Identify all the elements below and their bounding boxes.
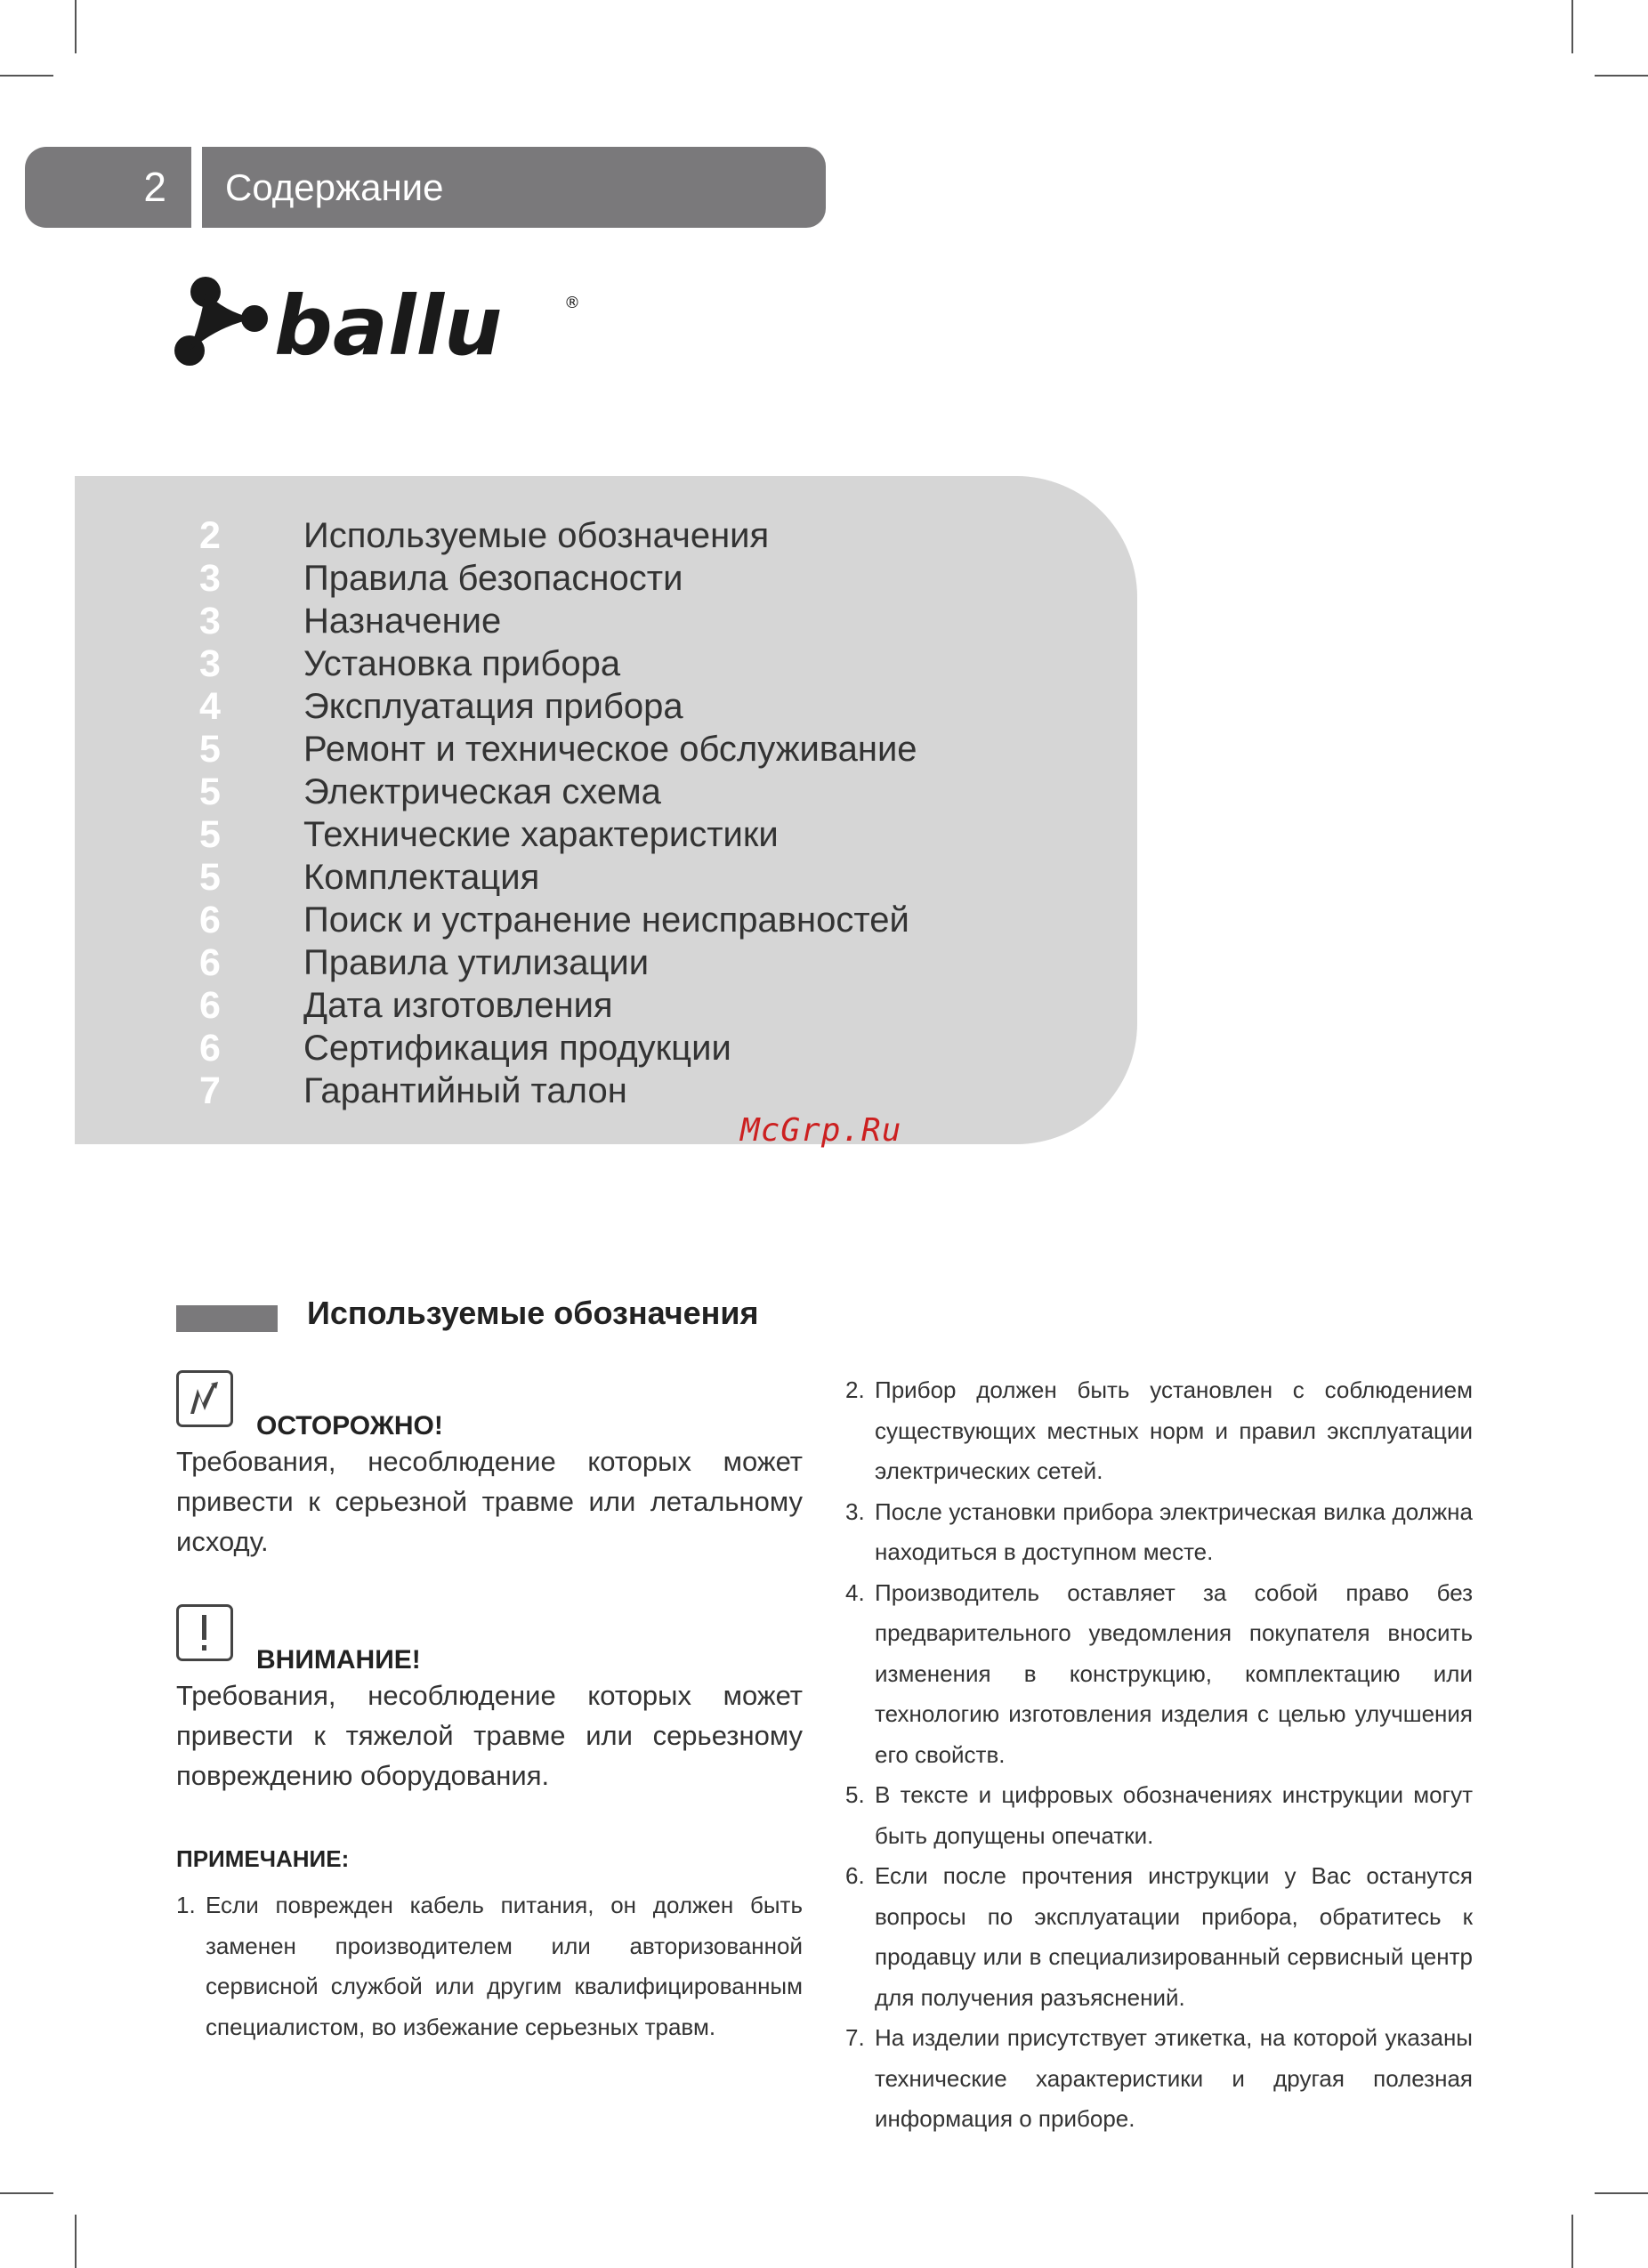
toc-entry-title: Ремонт и техническое обслуживание [303, 730, 917, 769]
section-marker [176, 1305, 278, 1332]
registered-mark: ® [564, 294, 580, 312]
toc-page-number: 3 [199, 642, 221, 685]
toc-entry-title: Установка прибора [303, 644, 621, 683]
toc-page-number: 5 [199, 771, 221, 813]
toc-row[interactable] [75, 899, 1054, 941]
toc-row[interactable] [75, 557, 1054, 600]
toc-page-number: 6 [199, 1027, 221, 1069]
list-item [845, 1370, 1473, 1492]
toc-row[interactable] [75, 600, 1054, 642]
toc-row[interactable] [75, 856, 1054, 899]
left-column [176, 1370, 803, 2047]
note-number: 3. [845, 1497, 865, 1525]
attention-heading [176, 1604, 803, 1675]
crop-mark [1571, 2215, 1573, 2268]
note-list-left [176, 1885, 803, 2047]
toc-entry-title: Гарантийный талон [303, 1071, 627, 1110]
logo-symbol-icon [174, 277, 268, 366]
attention-text: Требования, несоблюдение которых может привести к тяжелой травме или серьезному повреждению оборудования. [176, 1680, 803, 1791]
caution-heading [176, 1370, 803, 1441]
toc-page-number: 5 [199, 813, 221, 856]
toc-entry-title: Назначение [303, 601, 502, 641]
toc-entry-title: Сертификация продукции [303, 1029, 731, 1068]
list-item [845, 2018, 1473, 2140]
page-number: 2 [25, 147, 191, 228]
crop-mark [75, 2215, 77, 2268]
toc-entry-title: Дата изготовления [303, 986, 613, 1025]
toc-page-number: 4 [199, 685, 221, 728]
crop-mark [75, 0, 77, 53]
toc-entry-title: Используемые обозначения [303, 516, 770, 555]
note-text: В тексте и цифровых обозначениях инструкции могут быть допущены опечатки. [875, 1781, 1473, 1849]
list-item [845, 1492, 1473, 1573]
toc-entry-title: Поиск и устранение неисправностей [303, 900, 909, 940]
toc-row[interactable] [75, 728, 1054, 771]
crop-mark [0, 2192, 53, 2194]
toc-page-number: 7 [199, 1069, 221, 1112]
toc-row[interactable] [75, 984, 1054, 1027]
toc-row[interactable] [75, 771, 1054, 813]
list-item [176, 1885, 803, 2047]
toc-row[interactable] [75, 514, 1054, 557]
toc-row[interactable] [75, 685, 1054, 728]
logo-wordmark: ballu [274, 278, 503, 374]
note-text: Если поврежден кабель питания, он должен быть заменен производителем или авторизованной сервисной службой или другим квалифицированным специалистом, во избежание серьезных травм. [206, 1892, 803, 2040]
toc-row[interactable] [75, 813, 1054, 856]
attention-label: ВНИМАНИЕ! [256, 1645, 421, 1675]
note-number: 5. [845, 1781, 865, 1808]
note-list-right [845, 1370, 1473, 2140]
crop-mark [0, 75, 53, 77]
toc-entry-title: Правила безопасности [303, 559, 683, 598]
watermark[interactable]: McGrp.Ru [740, 1112, 902, 1149]
note-number: 1. [176, 1892, 196, 1918]
note-text: Прибор должен быть установлен с соблюдением существующих местных норм и правил эксплуатации электрических сетей. [875, 1376, 1473, 1484]
toc-row[interactable] [75, 642, 1054, 685]
table-of-contents [75, 476, 1137, 1144]
toc-entry-title: Комплектация [303, 858, 540, 897]
toc-page-number: 5 [199, 728, 221, 771]
toc-page-number: 6 [199, 984, 221, 1027]
note-text: После установки прибора электрическая вилка должна находиться в доступном месте. [875, 1497, 1473, 1565]
toc-entry-title: Правила утилизации [303, 943, 650, 982]
section-title: Используемые обозначения [307, 1295, 759, 1331]
note-number: 6. [845, 1862, 865, 1889]
toc-entry-title: Эксплуатация прибора [303, 687, 683, 726]
toc-page-number: 3 [199, 557, 221, 600]
exclamation-icon [176, 1604, 233, 1661]
toc-row[interactable] [75, 1069, 1054, 1112]
crop-mark [1595, 2192, 1648, 2194]
toc-row[interactable] [75, 1027, 1054, 1069]
note-number: 7. [845, 2024, 865, 2051]
toc-row[interactable] [75, 941, 1054, 984]
list-item [845, 1573, 1473, 1776]
list-item [845, 1856, 1473, 2018]
note-heading: ПРИМЕЧАНИЕ: [176, 1845, 350, 1872]
toc-entry-title: Технические характеристики [303, 815, 779, 854]
note-number: 2. [845, 1376, 865, 1403]
toc-page-number: 6 [199, 941, 221, 984]
toc-entry-title: Электрическая схема [303, 772, 661, 811]
note-number: 4. [845, 1578, 865, 1606]
note-text: На изделии присутствует этикетка, на которой указаны технические характеристики и другая полезная информация о приборе. [875, 2024, 1473, 2132]
right-column [845, 1370, 1473, 2140]
lightning-icon [176, 1370, 233, 1427]
note-text: Производитель оставляет за собой право без предварительного уведомления покупателя вносить изменения в конструкцию, комплектацию или технологию изготовления изделия с целью улучшения его свойств. [875, 1578, 1473, 1768]
list-item [845, 1775, 1473, 1856]
toc-page-number: 3 [199, 600, 221, 642]
toc-page-number: 2 [199, 514, 221, 557]
caution-text: Требования, несоблюдение которых может привести к серьезной травме или летальному исходу. [176, 1446, 803, 1557]
caution-label: ОСТОРОЖНО! [256, 1411, 443, 1441]
toc-page-number: 5 [199, 856, 221, 899]
note-text: Если после прочтения инструкции у Вас останутся вопросы по эксплуатации прибора, обратитесь к продавцу или в специализированный сервисный центр для получения разъяснений. [875, 1862, 1473, 2011]
crop-mark [1595, 75, 1648, 77]
ballu-logo [174, 267, 593, 374]
crop-mark [1571, 0, 1573, 53]
page-title: Содержание [202, 147, 826, 228]
toc-page-number: 6 [199, 899, 221, 941]
